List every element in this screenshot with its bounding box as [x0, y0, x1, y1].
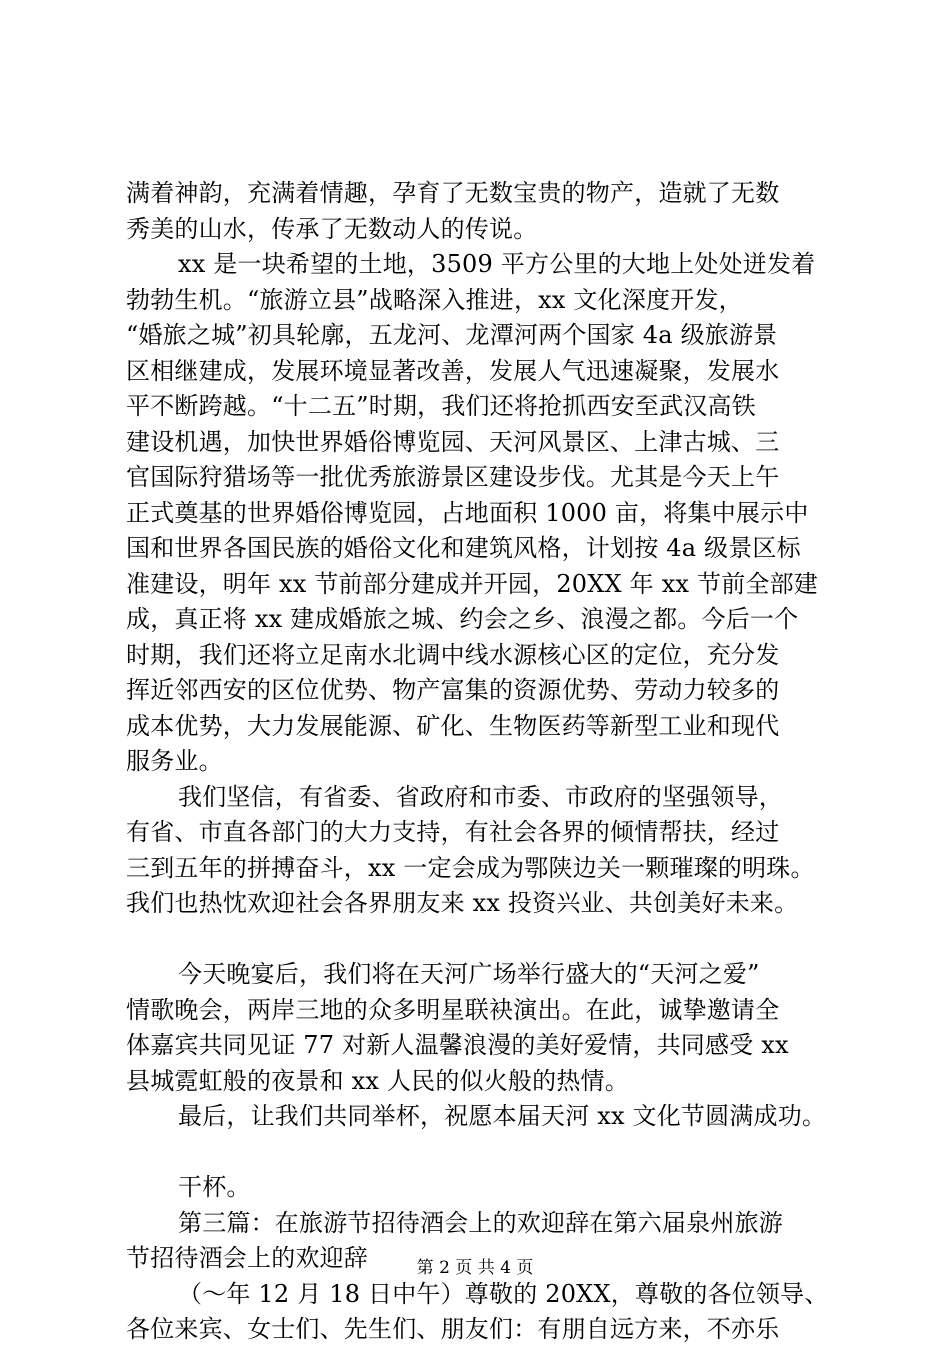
text-line: 体嘉宾共同见证 77 对新人温馨浪漫的美好爱情，共同感受 xx [126, 1031, 789, 1059]
text-line: 勃勃生机。“旅游立县”战略深入推进，xx 文化深度开发， [126, 285, 743, 314]
text-line: xx 是一块希望的土地，3509 平方公里的大地上处处迸发着 [178, 250, 816, 278]
page-footer: 第 2 页 共 4 页 [416, 1258, 534, 1278]
text-line: 建设机遇，加快世界婚俗博览园、天河风景区、上津古城、三 [126, 427, 780, 456]
text-line: 挥近邻西安的区位优势、物产富集的资源优势、劳动力较多的 [126, 676, 780, 704]
text-line: 今天晚宴后，我们将在天河广场举行盛大的“天河之爱” [178, 960, 760, 988]
text-line: 有省、市直各部门的大力支持，有社会各界的倾情帮扶，经过 [126, 818, 780, 846]
text-line: 平不断跨越。“十二五”时期，我们还将抢抓西安至武汉高铁 [126, 392, 756, 420]
text-line: 秀美的山水，传承了无数动人的传说。 [126, 214, 538, 243]
text-line: 县城霓虹般的夜景和 xx 人民的似火般的热情。 [126, 1066, 629, 1095]
text-line: 正式奠基的世界婚俗博览园，占地面积 1000 亩，将集中展示中 [126, 498, 809, 527]
text-line: 成本优势，大力发展能源、矿化、生物医药等新型工业和现代 [126, 711, 780, 740]
text-line: 时期，我们还将立足南水北调中线水源核心区的定位，充分发 [126, 640, 780, 669]
text-line: 最后，让我们共同举杯，祝愿本届天河 xx 文化节圆满成功。 [178, 1102, 827, 1130]
text-line: 国和世界各国民族的婚俗文化和建筑风格，计划按 4a 级景区标 [126, 534, 801, 562]
text-line: 各位来宾、女士们、先生们、朋友们：有朋自远方来，不亦乐 [126, 1315, 780, 1343]
text-line: 官国际狩猎场等一批优秀旅游景区建设步伐。尤其是今天上午 [126, 463, 780, 491]
text-line: 准建设，明年 xx 节前部分建成并开园，20XX 年 xx 节前全部建 [126, 569, 818, 598]
text-line: “婚旅之城”初具轮廓，五龙河、龙潭河两个国家 4a 级旅游景 [126, 321, 778, 349]
text-line: 服务业。 [126, 747, 223, 775]
text-line: 我们也热忱欢迎社会各界朋友来 xx 投资兴业、共创美好未来。 [126, 889, 799, 917]
text-line: 干杯。 [178, 1173, 251, 1201]
text-line: 情歌晚会，两岸三地的众多明星联袂演出。在此，诚挚邀请全 [126, 995, 780, 1024]
text-line: （～年 12 月 18 日中午）尊敬的 20XX，尊敬的各位领导、 [178, 1279, 829, 1308]
text-line: 第三篇：在旅游节招待酒会上的欢迎辞在第六届泉州旅游 [178, 1208, 783, 1237]
text-line: 成，真正将 xx 建成婚旅之城、约会之乡、浪漫之都。今后一个 [126, 605, 799, 633]
text-line: 区相继建成，发展环境显著改善，发展人气迅速凝聚，发展水 [126, 356, 780, 385]
text-line: 节招待酒会上的欢迎辞 [126, 1244, 368, 1272]
text-line: 满着神韵，充满着情趣，孕育了无数宝贵的物产，造就了无数 [126, 179, 780, 207]
text-line: 三到五年的拼搏奋斗，xx 一定会成为鄂陕边关一颗璀璨的明珠。 [126, 853, 815, 882]
text-line: 我们坚信，有省委、省政府和市委、市政府的坚强领导， [178, 782, 783, 811]
